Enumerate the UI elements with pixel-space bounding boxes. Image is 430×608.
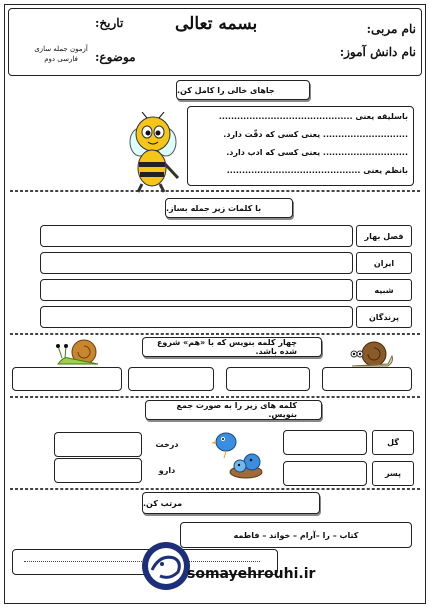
subject-value-line2: فارسی دوم <box>44 55 78 63</box>
plural-input-daru[interactable] <box>54 458 142 483</box>
student-label: نام دانش آموز: <box>339 45 416 59</box>
separator <box>10 333 420 335</box>
sentence-input-4[interactable] <box>40 306 353 328</box>
section1-line-2: ............................ یعنی کسی که دقّت دارد. <box>223 130 408 139</box>
page-title: بسمه تعالی <box>175 14 258 34</box>
section2-title-text: با کلمات زیر جمله بساز. <box>166 203 262 213</box>
hm-word-box-3[interactable] <box>226 367 310 391</box>
scrambled-words: کتاب – را –آرام – خواند – فاطمه <box>233 530 359 540</box>
subject-value-line1: آزمون جمله سازی <box>34 45 88 53</box>
section1-line-1: باسلیقه یعنی ............................................ <box>218 112 408 121</box>
date-label: تاریخ: <box>95 16 124 30</box>
plural-word-gol: گل <box>372 430 414 455</box>
section4-title <box>145 400 322 420</box>
bird-icon <box>208 424 268 484</box>
plural-word-pesar: پسر <box>372 461 414 486</box>
subject-value <box>30 44 92 64</box>
plural-input-gol[interactable] <box>283 430 367 455</box>
section5-title <box>142 492 320 514</box>
section1-line-3: ............................ یعنی کسی که ادب دارد. <box>226 148 408 157</box>
plural-input-derakht[interactable] <box>54 432 142 457</box>
hm-word-box-4[interactable] <box>322 367 412 391</box>
plural-word-daru: دارو <box>142 458 192 483</box>
section3-title <box>142 337 322 357</box>
section1-line-4: بانظم یعنی ............................................ <box>226 166 408 175</box>
subject-label: موضوع: <box>95 50 136 64</box>
separator <box>10 396 420 398</box>
word-label-2: ایران <box>356 252 412 274</box>
snail-icon <box>348 340 398 370</box>
word-label-3: شبیه <box>356 279 412 301</box>
sentence-input-1[interactable] <box>40 225 353 247</box>
section1-title-text: جاهای خالی را کامل کن. <box>177 85 275 95</box>
plural-word-derakht: درخت <box>142 432 192 457</box>
separator <box>10 488 420 490</box>
word-label-4: پرندگان <box>356 306 412 328</box>
plural-input-pesar[interactable] <box>283 461 367 486</box>
section1-title <box>176 80 310 100</box>
scrambled-words-box <box>180 522 412 548</box>
hm-word-box-1[interactable] <box>12 367 122 391</box>
snail-icon <box>54 336 104 368</box>
section5-title-text: مرتب کن. <box>143 498 183 508</box>
word-label-1: فصل بهار <box>356 225 412 247</box>
sentence-input-3[interactable] <box>40 279 353 301</box>
site-logo <box>140 540 192 592</box>
hm-word-box-2[interactable] <box>128 367 214 391</box>
site-url[interactable]: somayehrouhi.ir <box>187 566 316 582</box>
section4-title-text: کلمه های زیر را به صورت جمع بنویس. <box>176 401 297 419</box>
section3-title-text: چهار کلمه بنویس که با «هم» شروع شده باشد. <box>156 338 297 356</box>
separator <box>10 190 420 192</box>
teacher-label: نام مربی: <box>366 22 416 36</box>
section2-title <box>165 198 293 218</box>
bee-icon <box>120 112 186 194</box>
sentence-input-2[interactable] <box>40 252 353 274</box>
